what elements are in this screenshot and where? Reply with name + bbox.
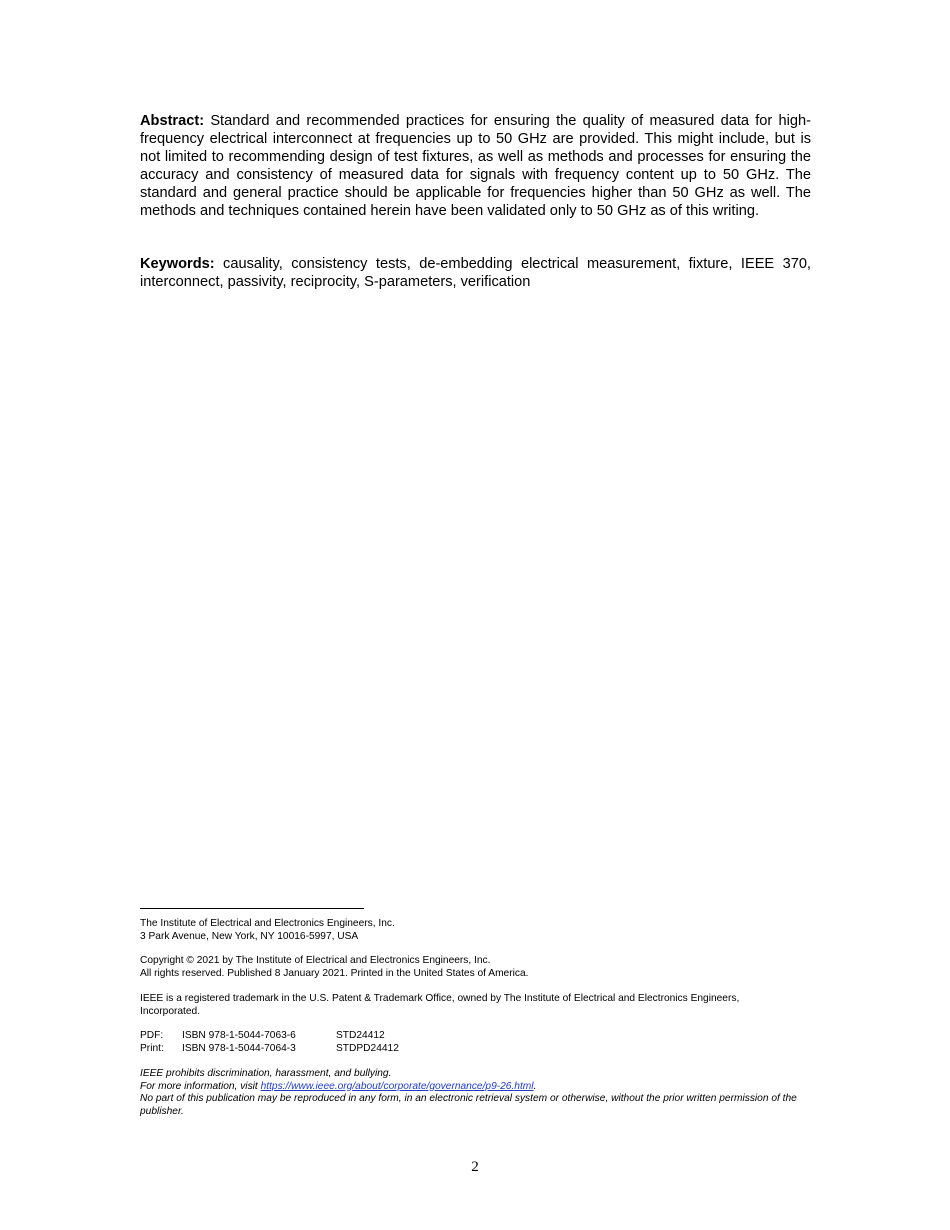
page-number: 2 (471, 1159, 479, 1175)
isbn-row-pdf (140, 1030, 812, 1043)
abstract-paragraph (140, 112, 811, 220)
keywords-label: Keywords: (140, 256, 215, 272)
copyright-block (140, 955, 812, 980)
keywords-paragraph (140, 255, 811, 291)
more-info-prefix: For more information, visit (140, 1080, 261, 1092)
isbn-code: STDPD24412 (336, 1042, 399, 1054)
trademark-text: IEEE is a registered trademark in the U.S. Patent & Trademark Office, owned by The Institute of Electrical and Electronics Engineers, Incorporated. (140, 993, 740, 1017)
isbn-number: ISBN 978-1-5044-7063-6 (182, 1030, 296, 1041)
legal-notice (140, 1068, 812, 1118)
isbn-block (140, 1030, 812, 1055)
reproduction-notice: No part of this publication may be reproduced in any form, in an electronic retrieval system or otherwise, without the prior written permission of the publisher. (140, 1093, 797, 1117)
isbn-row-print (140, 1043, 812, 1056)
more-info-suffix: . (533, 1080, 537, 1092)
isbn-format-label: Print: (140, 1042, 164, 1054)
more-info-line (140, 1081, 812, 1094)
address-line-2: 3 Park Avenue, New York, NY 10016-5997, USA (140, 930, 359, 942)
trademark-notice (140, 993, 812, 1018)
isbn-format-label: PDF: (140, 1030, 164, 1041)
abstract-label: Abstract: (140, 113, 205, 129)
copyright-line-1: Copyright © 2021 by The Institute of Electrical and Electronics Engineers, Inc. (140, 955, 491, 966)
keywords-text: causality, consistency tests, de-embedding electrical measurement, fixture, IEEE 370, interconnect, passivity, reciprocity, S-parameters, verification (140, 256, 811, 290)
governance-link[interactable]: https://www.ieee.org/about/corporate/governance/p9-26.html (260, 1080, 534, 1092)
discrimination-notice: IEEE prohibits discrimination, harassment, and bullying. (140, 1068, 392, 1079)
publisher-address (140, 918, 812, 943)
isbn-code: STD24412 (336, 1030, 385, 1041)
footnote-divider (140, 908, 364, 909)
abstract-text: Standard and recommended practices for ensuring the quality of measured data for high-frequency electrical interconnect at frequencies up to 50 GHz are provided. This might include, but is not limited to recommending design of test fixtures, as well as methods and processes for ensuring the accuracy and consistency of measured data for signals with frequency content up to 50 GHz. The standard and general practice should be applicable for frequencies higher than 50 GHz as well. The methods and techniques contained herein have been validated only to 50 GHz as of this writing. (140, 113, 811, 219)
copyright-line-2: All rights reserved. Published 8 January 2021. Printed in the United States of America. (140, 967, 529, 979)
isbn-number: ISBN 978-1-5044-7064-3 (182, 1042, 296, 1054)
address-line-1: The Institute of Electrical and Electronics Engineers, Inc. (140, 918, 395, 929)
